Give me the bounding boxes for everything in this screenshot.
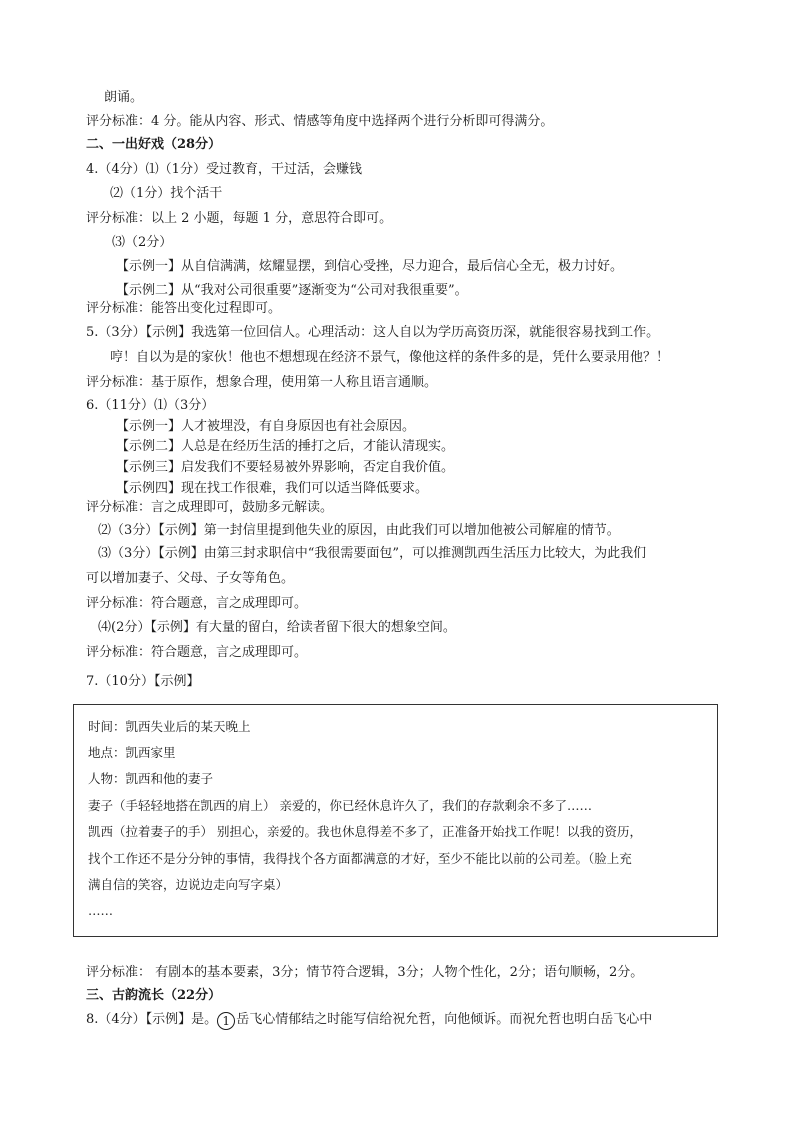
- text-line: 哼！自以为是的家伙！他也不想想现在经济不景气，像他这样的条件多的是，凭什么要录用他？！: [110, 350, 670, 365]
- sub-answer: ⑶（2分）: [112, 235, 173, 250]
- scoring-standard: 评分标准：符合题意，言之成理即可。: [86, 645, 308, 660]
- question-6: 6.（11分）⑴（3分）: [86, 398, 215, 413]
- q8-text: 岳飞心情郁结之时能写信给祝允哲，向他倾诉。而祝允哲也明白岳飞心中: [236, 1012, 653, 1027]
- script-line: 找个工作还不是分分钟的事情，我得找个各方面都满意的才好，至少不能比以前的公司差。（脸上充: [88, 851, 632, 866]
- text-line: 朗诵。: [104, 90, 144, 105]
- circled-number: 1: [217, 1012, 235, 1030]
- section-heading: 二、一出好戏（28分）: [86, 137, 222, 152]
- scoring-standard: 评分标准：符合题意，言之成理即可。: [86, 596, 308, 611]
- scoring-standard: 评分标准：基于原作，想象合理，使用第一人称且语言通顺。: [86, 375, 438, 390]
- example-line: 【示例二】人总是在经历生活的捶打之后，才能认清现实。: [116, 439, 455, 454]
- scoring-standard: 评分标准：能答出变化过程即可。: [86, 301, 282, 316]
- question-7: 7.（10分）【示例】: [86, 674, 200, 689]
- script-line: 凯西（拉着妻子的手） 别担心，亲爱的。我也休息得差不多了，正准备开始找工作呢！以我的资历，: [88, 824, 642, 839]
- script-line: 时间：凯西失业后的某天晚上: [88, 719, 251, 734]
- example-line: 【示例四】现在找工作很难，我们可以适当降低要求。: [116, 481, 429, 496]
- script-line: 地点：凯西家里: [88, 745, 176, 760]
- sub-answer: ⑵（1分）找个活干: [110, 186, 223, 201]
- example-line: 【示例二】从“我对公司很重要”逐渐变为“公司对我很重要”。: [116, 283, 468, 298]
- question-8: [86, 1010, 652, 1030]
- scoring-standard: 评分标准：以上 2 小题，每题 1 分，意思符合即可。: [86, 211, 393, 226]
- scoring-standard: 评分标准：言之成理即可，鼓励多元解读。: [86, 500, 334, 515]
- example-line: 【示例一】人才被埋没，有自身原因也有社会原因。: [116, 419, 416, 434]
- sub-answer: ⑵（3分）【示例】第一封信里提到他失业的原因，由此我们可以增加他被公司解雇的情节。: [98, 523, 620, 538]
- script-line: 人物：凯西和他的妻子: [88, 771, 214, 786]
- script-line: 满自信的笑容，边说边走向写字桌）: [88, 877, 289, 892]
- example-line: 【示例三】启发我们不要轻易被外界影响，否定自我价值。: [116, 460, 455, 475]
- script-line: ……: [88, 903, 113, 918]
- script-example-box: [73, 704, 718, 937]
- sub-answer: ⑷(2分）【示例】有大量的留白，给读者留下很大的想象空间。: [98, 620, 456, 635]
- text-line: 可以增加妻子、父母、子女等角色。: [86, 571, 295, 586]
- section-heading: 三、古韵流长（22分）: [86, 988, 222, 1003]
- sub-answer: ⑶（3分）【示例】由第三封求职信中“我很需要面包”，可以推测凯西生活压力比较大，为此我们: [98, 546, 647, 561]
- question-5: 5.（3分）【示例】我选第一位回信人。心理活动：这人自以为学历高资历深，就能很容易找到工作。: [86, 325, 660, 340]
- scoring-standard: 评分标准： 有剧本的基本要素，3分；情节符合逻辑，3分；人物个性化，2分；语句顺畅，2分。: [86, 965, 644, 980]
- scoring-standard: 评分标准：4 分。能从内容、形式、情感等角度中选择两个进行分析即可得满分。: [86, 114, 554, 129]
- example-line: 【示例一】从自信满满，炫耀显摆，到信心受挫，尽力迎合，最后信心全无，极力讨好。: [116, 259, 624, 274]
- question-4: 4.（4分）⑴（1分）受过教育，干过活，会赚钱: [86, 162, 362, 177]
- script-line: 妻子（手轻轻地搭在凯西的肩上） 亲爱的，你已经休息许久了，我们的存款剩余不多了……: [88, 798, 592, 813]
- q8-prefix: 8.（4分）【示例】是。: [86, 1012, 218, 1027]
